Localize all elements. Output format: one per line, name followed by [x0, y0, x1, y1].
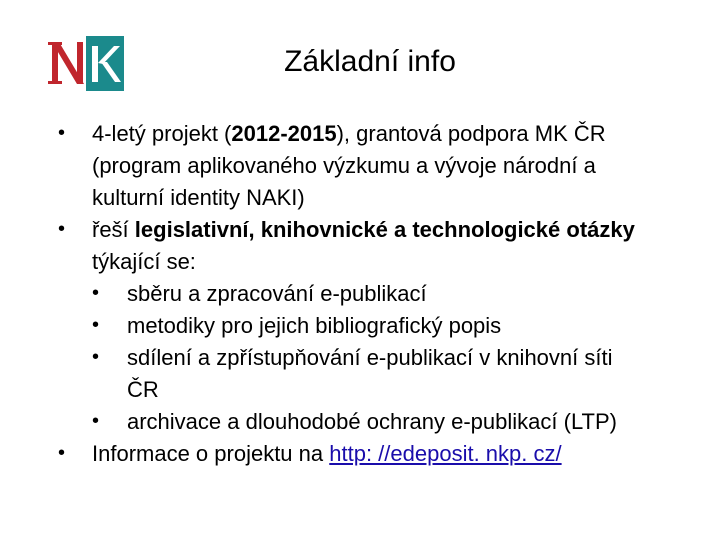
sub-bullet-text: sdílení a zpřístupňování e-publikací v knihovní síti: [127, 345, 613, 370]
sub-bullet-text: archivace a dlouhodobé ochrany e-publikací (LTP): [127, 409, 617, 434]
sub-bullet-marker: •: [92, 410, 100, 432]
sub-bullet-marker: •: [92, 314, 100, 336]
bullet-text-line: [92, 214, 635, 246]
bullet-marker: •: [58, 442, 66, 464]
bullet-text-line: [92, 182, 305, 214]
bullet-marker: •: [58, 218, 66, 240]
slide-title: Základní info: [284, 45, 456, 78]
sub-bullet-text: metodiky pro jejich bibliografický popis: [127, 313, 502, 338]
sub-bullet-marker: •: [92, 282, 100, 304]
sub-bullet-text: sběru a zpracování e-publikací: [127, 281, 427, 306]
bold-text: 2012-2015: [231, 121, 337, 146]
bold-text: legislativní, knihovnické a technologické otázky: [134, 217, 635, 242]
bullet-text-line: [92, 438, 562, 470]
text-span: řeší: [92, 217, 135, 242]
bullet-text-line: [92, 150, 596, 182]
text-span: týkající se:: [92, 249, 196, 274]
bullet-marker: •: [58, 122, 66, 144]
text-span: Informace o projektu na: [92, 441, 330, 466]
sub-bullet-text: ČR: [127, 377, 159, 402]
project-link[interactable]: http: //edeposit. nkp. cz/: [329, 441, 562, 466]
text-span: ), grantová podpora MK ČR: [336, 121, 606, 146]
bullet-text-line: [92, 118, 606, 150]
bullet-text-line: [92, 246, 196, 278]
sub-bullet-marker: •: [92, 346, 100, 368]
text-span: 4-letý projekt (: [92, 121, 232, 146]
text-span: (program aplikovaného výzkumu a vývoje národní a: [92, 153, 596, 178]
text-span: kulturní identity NAKI): [92, 185, 305, 210]
